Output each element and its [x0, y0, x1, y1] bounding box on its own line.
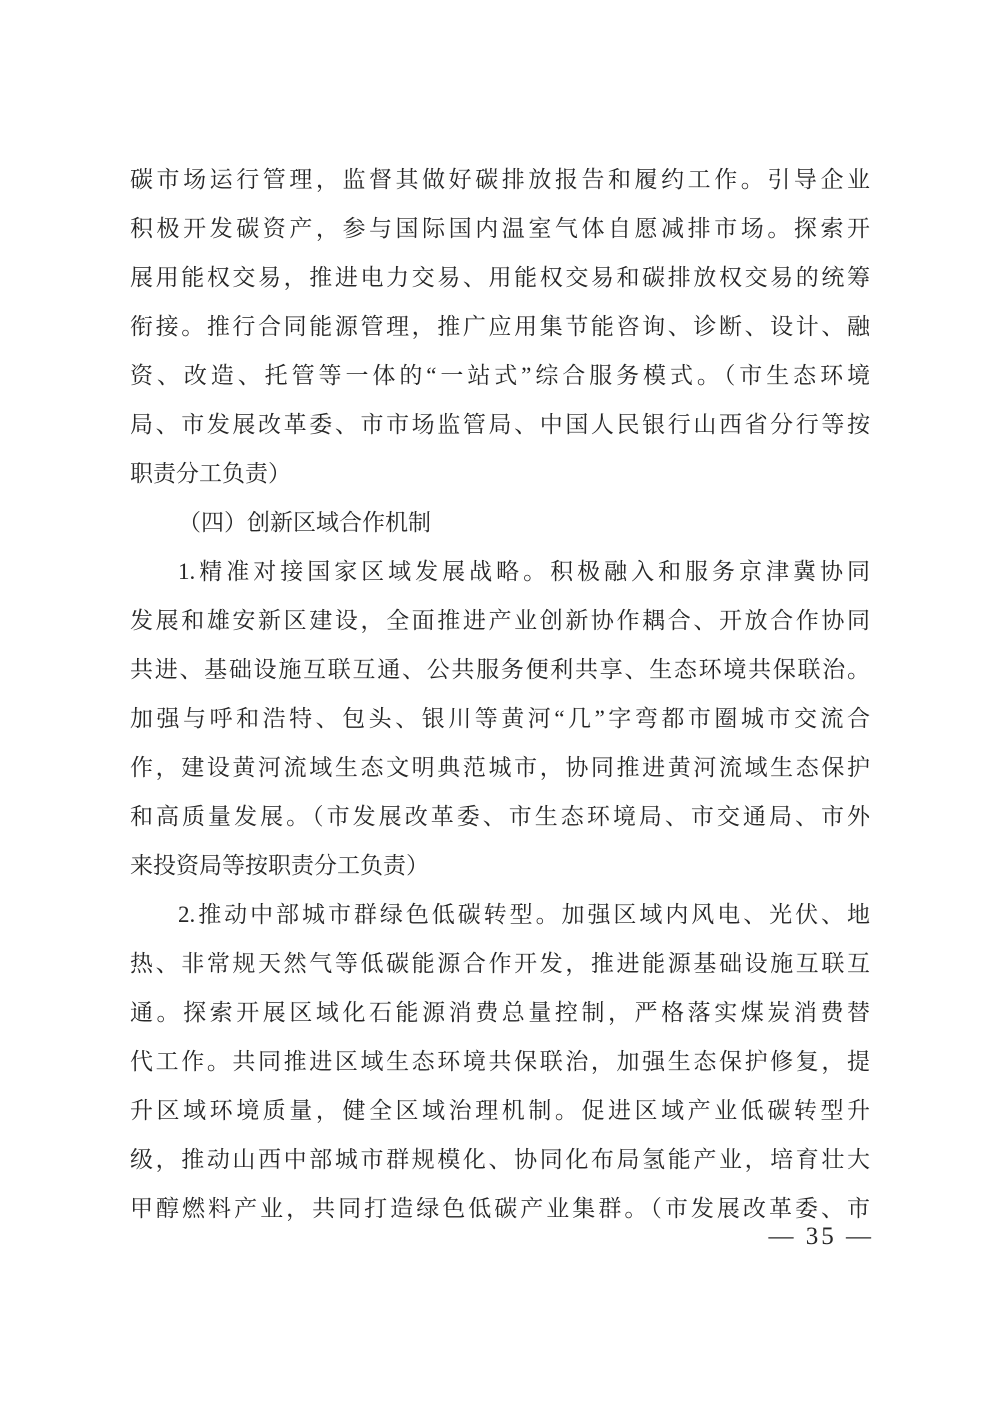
text-line: 1.精准对接国家区域发展战略。积极融入和服务京津冀协同 [178, 559, 870, 584]
text-line: 来投资局等按职责分工负责） [130, 853, 429, 878]
text-line: 资、改造、托管等一体的“一站式”综合服务模式。（市生态环境 [130, 363, 870, 388]
text-line: 积极开发碳资产，参与国际国内温室气体自愿减排市场。探索开 [130, 216, 870, 241]
text-line: 衔接。推行合同能源管理，推广应用集节能咨询、诊断、设计、融 [130, 314, 870, 339]
text-line: 通。探索开展区域化石能源消费总量控制，严格落实煤炭消费替 [130, 1000, 870, 1025]
text-line: 作，建设黄河流域生态文明典范城市，协同推进黄河流域生态保护 [130, 755, 870, 780]
text-line: 碳市场运行管理，监督其做好碳排放报告和履约工作。引导企业 [130, 167, 870, 192]
text-line: 共进、基础设施互联互通、公共服务便利共享、生态环境共保联治。 [130, 657, 870, 682]
text-line: 热、非常规天然气等低碳能源合作开发，推进能源基础设施互联互 [130, 951, 870, 976]
page-number: — 35 — [768, 1223, 874, 1250]
text-block [130, 155, 870, 1233]
text-line: 局、市发展改革委、市市场监管局、中国人民银行山西省分行等按 [130, 412, 870, 437]
text-line: 职责分工负责） [130, 461, 291, 486]
text-line: 升区域环境质量，健全区域治理机制。促进区域产业低碳转型升 [130, 1098, 870, 1123]
text-line: 甲醇燃料产业，共同打造绿色低碳产业集群。（市发展改革委、市 [130, 1196, 870, 1221]
text-line: 代工作。共同推进区域生态环境共保联治，加强生态保护修复，提 [130, 1049, 870, 1074]
text-line: 展用能权交易，推进电力交易、用能权交易和碳排放权交易的统筹 [130, 265, 870, 290]
text-line: 发展和雄安新区建设，全面推进产业创新协作耦合、开放合作协同 [130, 608, 870, 633]
text-line: 级，推动山西中部城市群规模化、协同化布局氢能产业，培育壮大 [130, 1147, 870, 1172]
text-line: 加强与呼和浩特、包头、银川等黄河“几”字弯都市圈城市交流合 [130, 706, 870, 731]
section-heading: （四）创新区域合作机制 [178, 510, 431, 535]
text-line: 2.推动中部城市群绿色低碳转型。加强区域内风电、光伏、地 [178, 902, 870, 927]
text-line: 和高质量发展。（市发展改革委、市生态环境局、市交通局、市外 [130, 804, 870, 829]
